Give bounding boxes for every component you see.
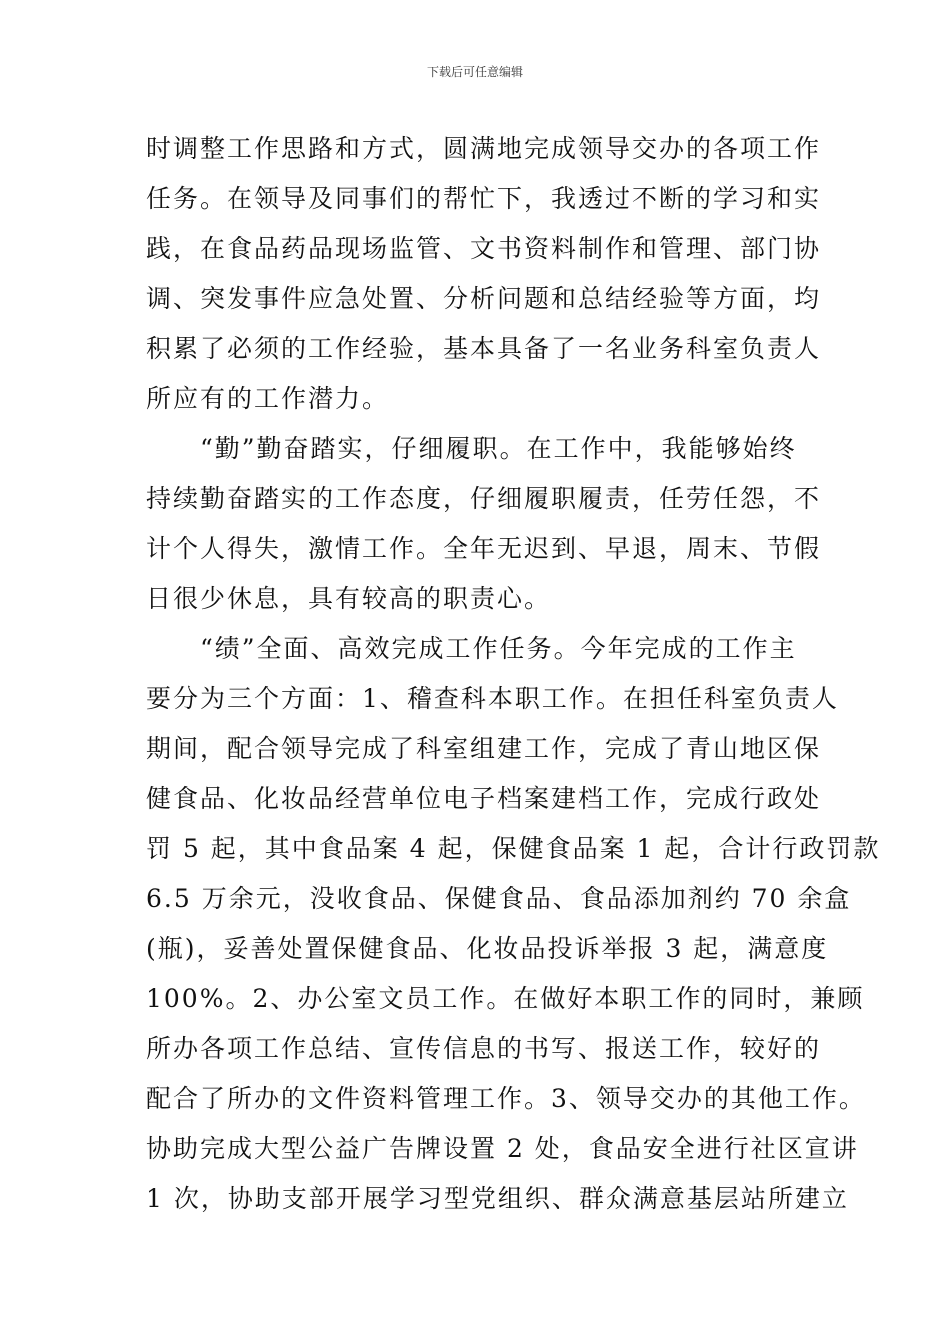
- text-line: “绩”全面、高效完成工作任务。今年完成的工作主: [146, 634, 797, 663]
- text-line: 配合了所办的文件资料管理工作。3、领导交办的其他工作。: [146, 1084, 866, 1113]
- text-line: 100%。2、办公室文员工作。在做好本职工作的同时，兼顾: [146, 984, 865, 1013]
- text-line: (瓶)，妥善处置保健食品、化妆品投诉举报 3 起，满意度: [146, 934, 829, 963]
- text-line: 计个人得失，激情工作。全年无迟到、早退，周末、节假: [146, 534, 822, 563]
- text-line: 任务。在领导及同事们的帮忙下，我透过不断的学习和实: [146, 184, 822, 213]
- text-line: 践，在食品药品现场监管、文书资料制作和管理、部门协: [146, 234, 822, 263]
- text-line: 罚 5 起，其中食品案 4 起，保健食品案 1 起，合计行政罚款: [146, 834, 881, 863]
- text-line: 持续勤奋踏实的工作态度，仔细履职履责，任劳任怨，不: [146, 484, 822, 513]
- header-note: 下载后可任意编辑: [426, 65, 523, 79]
- text-line: 所办各项工作总结、宣传信息的书写、报送工作，较好的: [146, 1034, 822, 1063]
- text-line: 时调整工作思路和方式，圆满地完成领导交办的各项工作: [146, 134, 822, 163]
- document-body: [146, 124, 881, 1224]
- text-line: 所应有的工作潜力。: [146, 384, 390, 413]
- text-line: 要分为三个方面：1、稽查科本职工作。在担任科室负责人: [146, 684, 839, 713]
- text-line: 积累了必须的工作经验，基本具备了一名业务科室负责人: [146, 334, 822, 363]
- text-line: 日很少休息，具有较高的职责心。: [146, 584, 552, 613]
- text-line: 调、突发事件应急处置、分析问题和总结经验等方面，均: [146, 284, 822, 313]
- text-line: 健食品、化妆品经营单位电子档案建档工作，完成行政处: [146, 784, 822, 813]
- text-line: “勤”勤奋踏实，仔细履职。在工作中，我能够始终: [146, 434, 797, 463]
- text-line: 期间，配合领导完成了科室组建工作，完成了青山地区保: [146, 734, 822, 763]
- text-line: 1 次，协助支部开展学习型党组织、群众满意基层站所建立: [146, 1184, 849, 1213]
- text-line: 协助完成大型公益广告牌设置 2 处，食品安全进行社区宣讲: [146, 1134, 859, 1163]
- text-line: 6.5 万余元，没收食品、保健食品、食品添加剂约 70 余盒: [146, 884, 852, 913]
